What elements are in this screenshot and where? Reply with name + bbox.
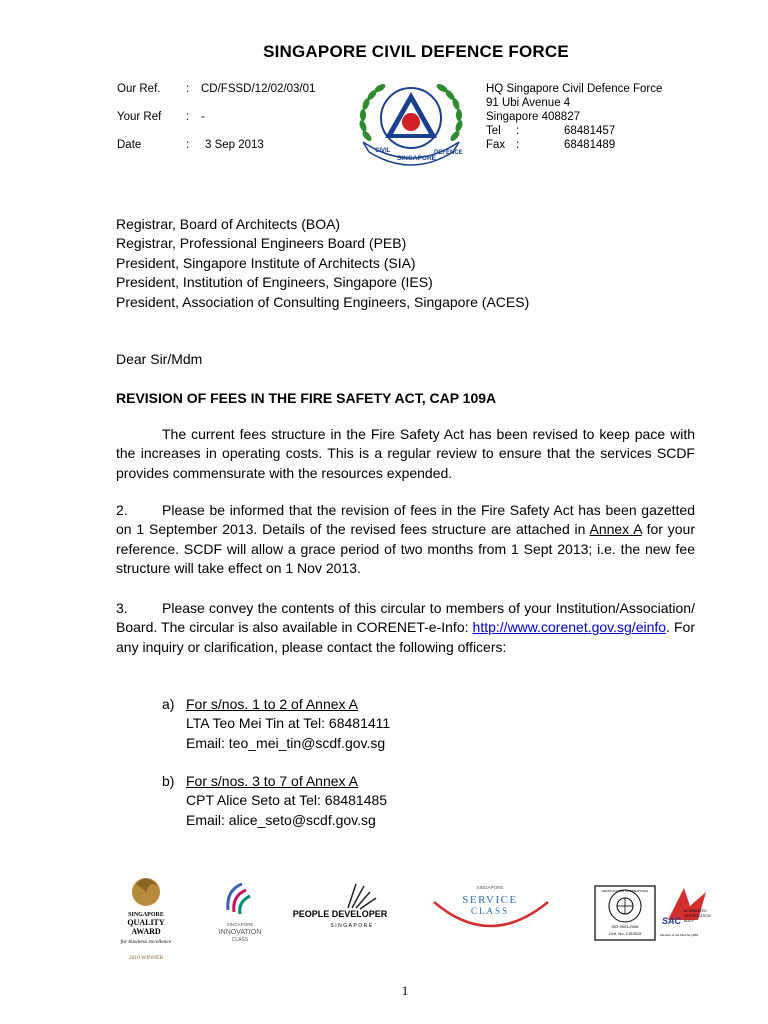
svg-text:SERVICE: SERVICE (462, 894, 518, 906)
svg-text:for business excellence: for business excellence (120, 939, 172, 945)
contact-email: Email: alice_seto@scdf.gov.sg (186, 811, 376, 828)
page-number: 1 (401, 983, 409, 998)
paragraph-number: 3. (116, 600, 128, 616)
svg-text:CERTIFICATION: CERTIFICATION (684, 914, 711, 918)
svg-text:SINGAPORE: SINGAPORE (330, 923, 374, 929)
your-ref-label: Your Ref (117, 111, 162, 123)
fax-label: Fax (486, 139, 506, 151)
svg-text:SINGAPORE: SINGAPORE (128, 912, 164, 918)
svg-text:BODY: BODY (684, 919, 694, 923)
recipient-list (116, 215, 529, 312)
svg-text:PEOPLE DEVELOPER: PEOPLE DEVELOPER (292, 909, 388, 919)
recipient-item: Registrar, Board of Architects (BOA) (116, 216, 341, 232)
innovation-class-logo (219, 884, 262, 943)
svg-text:CLASS: CLASS (231, 937, 249, 943)
recipient-item: Registrar, Professional Engineers Board (PEB) (116, 235, 407, 252)
svg-text:INNOVATION: INNOVATION (218, 929, 262, 936)
crest-text-left: CIVIL (375, 148, 391, 154)
paragraph-2: 2. Please be informed that the revision of fees in the Fire Safety Act has been gazetted on 1 September 2013. Details of the revised fees structure are attached in Annex A for your reference. SCDF will allow a grace period of two months from 1 Sept 2013; i.e. the new fee structure will take effect on 1 Nov 2013. (116, 502, 695, 577)
contact-officer: LTA Teo Mei Tin at Tel: 68481411 (186, 715, 391, 732)
scdf-crest-logo (349, 80, 473, 166)
paragraph-1: The current fees structure in the Fire Safety Act has been revised to keep pace with the increases in operating costs. This is a regular review to ensure that the services SCDF provides commensurate with the resources expended. (116, 426, 695, 481)
singapore-quality-award-logo (121, 878, 172, 961)
footer-logos (0, 872, 768, 972)
svg-text:CLASS: CLASS (470, 906, 510, 916)
crest-text-right: DEFENCE (434, 150, 463, 156)
paragraph-3: 3. Please convey the contents of this circular to members of your Institution/Association/ Board. The circular is also available in CORENET-e-Info: http://www.corenet.gov.sg/einfo. For any inquiry or clarification, please contact the following officers: (116, 600, 695, 655)
hq-name: HQ Singapore Civil Defence Force (486, 83, 663, 95)
date-value: 3 Sep 2013 (205, 139, 264, 151)
our-ref-label: Our Ref. (117, 83, 161, 95)
your-ref-value: - (201, 111, 205, 123)
salutation: Dear Sir/Mdm (116, 351, 203, 367)
contact-officer: CPT Alice Seto at Tel: 68481485 (186, 792, 388, 809)
svg-text:CERTIFICATION INTERNATIONAL: CERTIFICATION INTERNATIONAL (601, 889, 649, 893)
svg-text:ISO 9001:2008: ISO 9001:2008 (611, 924, 639, 929)
contact-heading: For s/nos. 3 to 7 of Annex A (186, 773, 358, 789)
fax-value: 68481489 (564, 139, 616, 151)
recipient-item: President, Institution of Engineers, Singapore (IES) (116, 274, 433, 291)
svg-text:SINGAPORE: SINGAPORE (226, 922, 254, 927)
tel-value: 68481457 (564, 125, 616, 137)
certification-international-logo (595, 886, 711, 940)
contact-email: Email: teo_mei_tin@scdf.gov.sg (186, 734, 386, 751)
hq-city: Singapore 408827 (486, 111, 580, 123)
recipient-item: President, Association of Consulting Engineers, Singapore (ACES) (116, 293, 530, 310)
corenet-einfo-link[interactable]: http://www.corenet.gov.sg/einfo (472, 619, 667, 636)
svg-text:Cert. No. CIS3919: Cert. No. CIS3919 (608, 931, 642, 936)
svg-text:SAC: SAC (662, 916, 682, 926)
svg-text:ACCREDITED: ACCREDITED (684, 909, 707, 913)
recipient-item: President, Singapore Institute of Architects (SIA) (116, 254, 416, 271)
contact-heading: For s/nos. 1 to 2 of Annex A (186, 696, 358, 712)
crest-text-ring: SINGAPORE (397, 155, 437, 162)
hq-street: 91 Ubi Avenue 4 (486, 97, 571, 109)
annex-a-reference: Annex A (589, 521, 642, 538)
our-ref-value: CD/FSSD/12/02/03/01 (201, 83, 316, 95)
paragraph-number: 2. (116, 502, 128, 518)
svg-text:SINGAPORE: SINGAPORE (476, 885, 504, 890)
date-label: Date (117, 139, 142, 151)
svg-text:AWARD: AWARD (131, 927, 161, 936)
svg-text:Member of the MLA for QMS: Member of the MLA for QMS (660, 933, 699, 937)
people-developer-logo (293, 884, 388, 929)
singapore-service-class-logo (434, 885, 548, 926)
subject-line: REVISION OF FEES IN THE FIRE SAFETY ACT, CAP 109A (116, 390, 497, 406)
tel-label: Tel (486, 125, 501, 137)
svg-text:QUALITY: QUALITY (127, 918, 165, 927)
svg-text:2010 WINNER: 2010 WINNER (128, 955, 164, 961)
letter-title: SINGAPORE CIVIL DEFENCE FORCE (263, 42, 569, 61)
